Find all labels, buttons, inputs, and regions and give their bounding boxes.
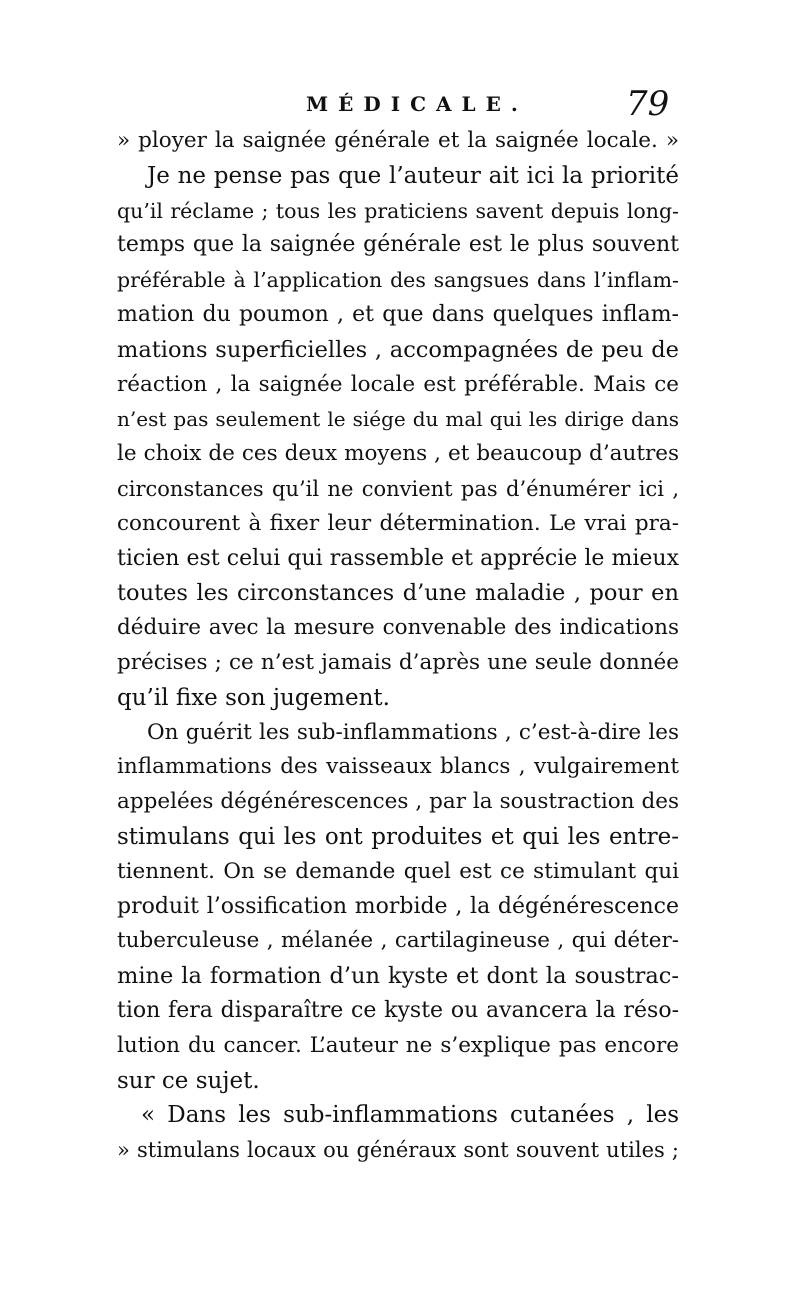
text-line: ticien est celui qui rassemble et apprécie le mieux	[117, 545, 679, 571]
text-line: On guérit les sub-inflammations , c’est-à-dire les	[147, 719, 679, 745]
text-line: lution du cancer. L’auteur ne s’explique pas encore	[117, 1032, 679, 1058]
text-line: produit l’ossification morbide , la dégénérescence	[117, 893, 679, 919]
text-line: concourent à fixer leur détermination. Le vrai pra-	[117, 510, 679, 536]
text-line: stimulans qui les ont produites et qui les entre-	[117, 823, 679, 850]
text-line: appelées dégénérescences , par la soustraction des	[117, 789, 679, 815]
text-line: sur ce sujet.	[117, 1067, 260, 1094]
text-line: » stimulans locaux ou généraux sont souvent utiles ;	[117, 1138, 679, 1163]
text-line: « Dans les sub-inflammations cutanées , les	[141, 1102, 679, 1129]
text-line: temps que la saignée générale est le plus souvent	[117, 232, 679, 258]
text-line: mations superficielles , accompagnées de peu de	[117, 336, 679, 363]
page-number: 79	[626, 84, 670, 124]
text-line: toutes les circonstances d’une maladie , pour en	[117, 580, 679, 607]
text-line: tion fera disparaître ce kyste ou avancera la réso-	[117, 997, 679, 1023]
running-head: MÉDICALE.	[306, 92, 528, 116]
text-line: qu’il réclame ; tous les praticiens savent depuis long-	[117, 198, 679, 223]
text-line: réaction , la saignée locale est préférable. Mais ce	[117, 371, 679, 397]
text-line: le choix de ces deux moyens , et beaucoup d’autres	[117, 441, 679, 467]
text-line: préférable à l’application des sangsues dans l’inflam-	[117, 268, 679, 293]
text-line: circonstances qu’il ne convient pas d’énumérer ici ,	[117, 476, 679, 501]
text-line: » ployer la saignée générale et la saignée locale. »	[117, 128, 679, 153]
body-text	[117, 124, 679, 1168]
text-line: qu’il fixe son jugement.	[117, 684, 390, 711]
text-line: précises ; ce n’est jamais d’après une seule donnée	[117, 649, 679, 675]
text-line: déduire avec la mesure convenable des indications	[117, 615, 679, 641]
text-line: mine la formation d’un kyste et dont la soustrac-	[117, 963, 679, 990]
text-line: inflammations des vaisseaux blancs , vulgairement	[117, 754, 679, 780]
text-line: n’est pas seulement le siége du mal qui les dirige dans	[117, 407, 679, 432]
text-line: Je ne pense pas que l’auteur ait ici la priorité	[147, 162, 679, 189]
text-line: tuberculeuse , mélanée , cartilagineuse , qui déter-	[117, 928, 679, 954]
text-line: tiennent. On se demande quel est ce stimulant qui	[117, 858, 679, 884]
text-line: mation du poumon , et que dans quelques inflam-	[117, 301, 679, 327]
